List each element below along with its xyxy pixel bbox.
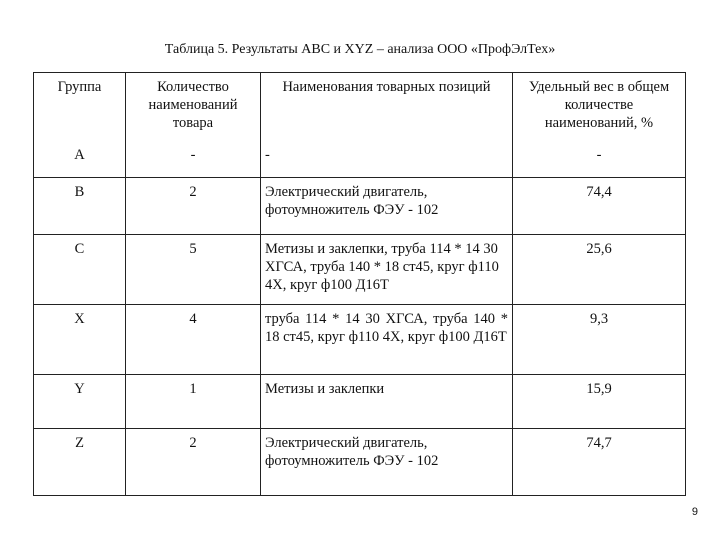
cell-group: X [34,305,126,375]
cell-share: 74,4 [513,178,686,235]
cell-count: 1 [126,375,261,429]
cell-share: 15,9 [513,375,686,429]
abc-xyz-table [33,72,686,496]
cell-group: В [34,178,126,235]
cell-items: Электрический двигатель, фотоумножитель ФЭУ - 102 [261,178,513,235]
cell-count: 2 [126,178,261,235]
table-row [34,141,686,178]
cell-group: Y [34,375,126,429]
cell-count: - [126,141,261,178]
cell-items: Метизы и заклепки, труба 114 * 14 30 ХГСА, труба 140 * 18 ст45, круг ф110 4Х, круг ф100 Д16Т [261,235,513,305]
cell-group: С [34,235,126,305]
cell-items: труба 114 * 14 30 ХГСА, труба 140 * 18 ст45, круг ф110 4Х, круг ф100 Д16Т [261,305,513,375]
header-count: Количество наименований товара [126,73,261,141]
cell-items: - [261,141,513,178]
cell-share: - [513,141,686,178]
table-row [34,178,686,235]
header-items: Наименования товарных позиций [261,73,513,141]
table-row [34,375,686,429]
header-share: Удельный вес в общем количестве наименований, % [513,73,686,141]
cell-count: 4 [126,305,261,375]
table-caption: Таблица 5. Результаты АВС и XYZ – анализа ООО «ПрофЭлТех» [164,42,556,57]
cell-share: 74,7 [513,429,686,496]
table-row [34,235,686,305]
cell-share: 9,3 [513,305,686,375]
cell-count: 5 [126,235,261,305]
table-row [34,305,686,375]
cell-group: А [34,141,126,178]
cell-items: Электрический двигатель, фотоумножитель ФЭУ - 102 [261,429,513,496]
header-group: Группа [34,73,126,141]
cell-group: Z [34,429,126,496]
cell-items: Метизы и заклепки [261,375,513,429]
cell-count: 2 [126,429,261,496]
table-header-row [34,73,686,141]
cell-share: 25,6 [513,235,686,305]
page-number: 9 [691,506,698,518]
table-row [34,429,686,496]
